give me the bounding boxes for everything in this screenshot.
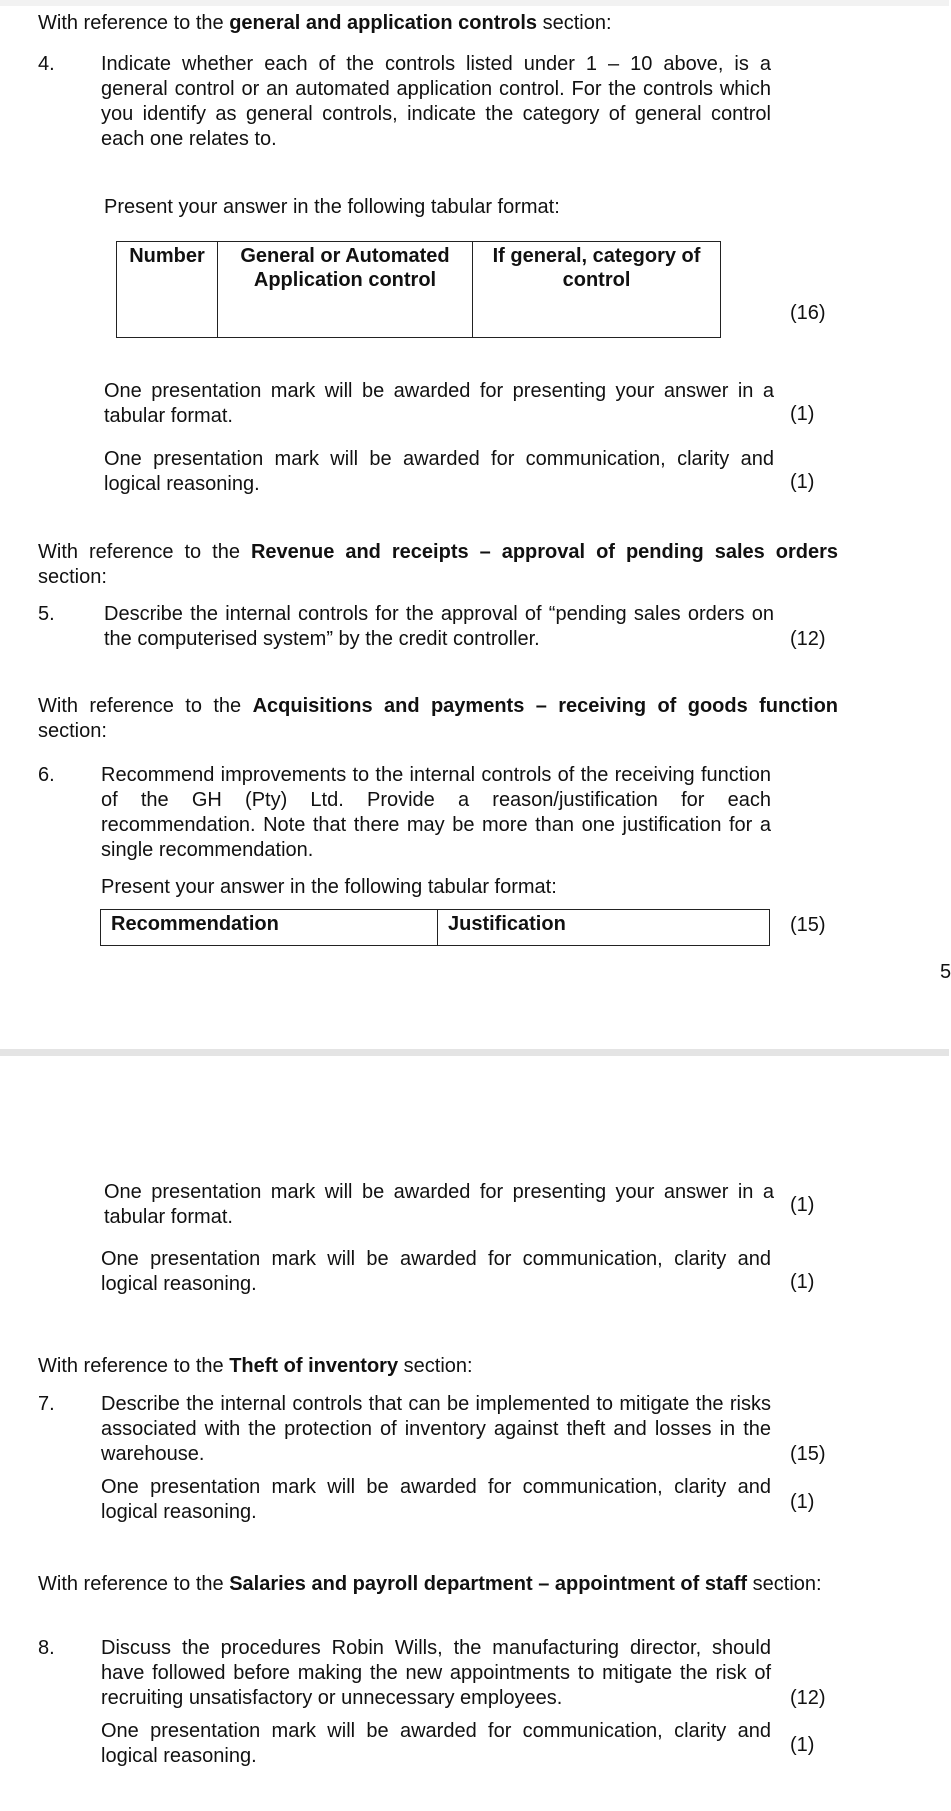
s8-intro: [38, 1572, 838, 1597]
s4-intro-pre: With reference to the: [38, 12, 230, 34]
s8-intro-post: section:: [752, 1573, 822, 1595]
s4-answer-table: [116, 241, 721, 338]
s5-question-text: Describe the internal controls for the approval of “pending sales orders on the computerised system” by the credit controller.: [104, 603, 774, 650]
s7-intro-pre: With reference to the: [38, 1355, 230, 1377]
page-break: [0, 1049, 949, 1056]
s5-intro-pre: With reference to the: [38, 541, 251, 563]
s4-question-text: Indicate whether each of the controls listed under 1 – 10 above, is a general control or an automated application control. For the controls which you identify as general controls, indicate the category of general control each one relates to.: [101, 53, 771, 150]
s6-intro-pre: With reference to the: [38, 695, 253, 717]
s6-presentation-mark-1: One presentation mark will be awarded for presenting your answer in a tabular format.: [104, 1181, 774, 1228]
s4-marks: (16): [790, 302, 826, 324]
s6-presentation-mark-2: One presentation mark will be awarded for communication, clarity and logical reasoning.: [101, 1248, 771, 1295]
s6-intro-bold: Acquisitions and payments – receiving of goods function: [252, 695, 838, 717]
table-row: [117, 242, 721, 338]
page-number: 5: [940, 961, 951, 983]
s7-intro: [38, 1354, 473, 1378]
s7-intro-post: section:: [398, 1355, 473, 1377]
s4-intro: [38, 11, 612, 35]
s7-question-text: Describe the internal controls that can be implemented to mitigate the risks associated with the protection of inventory against theft and losses in the warehouse.: [101, 1393, 771, 1465]
s8-presentation-mark-marks: (1): [790, 1734, 815, 1756]
table-header-cell: Recommendation: [101, 910, 438, 946]
s7-question-number: 7.: [38, 1393, 55, 1415]
s6-format-instruction: Present your answer in the following tabular format:: [101, 876, 557, 898]
s5-intro-post: section:: [38, 566, 107, 588]
s8-presentation-mark: One presentation mark will be awarded for communication, clarity and logical reasoning.: [101, 1720, 771, 1767]
s6-intro-post: section:: [38, 720, 107, 742]
s8-question-text: Discuss the procedures Robin Wills, the manufacturing director, should have followed before making the new appointments to mitigate the risk of recruiting unsatisfactory or unnecessary employees.: [101, 1637, 771, 1709]
table-header-cell: Number: [117, 242, 218, 338]
s5-intro-bold: Revenue and receipts – approval of pending sales orders: [250, 541, 838, 563]
s4-intro-bold: general and application controls: [229, 12, 538, 34]
s6-presentation-mark-2-marks: (1): [790, 1271, 815, 1293]
s5-marks: (12): [790, 628, 826, 650]
s6-presentation-mark-1-marks: (1): [790, 1194, 815, 1216]
s4-presentation-mark-2: One presentation mark will be awarded for communication, clarity and logical reasoning.: [104, 448, 774, 495]
s4-presentation-mark-1: One presentation mark will be awarded for presenting your answer in a tabular format.: [104, 380, 774, 427]
table-row: [101, 910, 770, 946]
s7-presentation-mark: One presentation mark will be awarded for communication, clarity and logical reasoning.: [101, 1476, 771, 1523]
s6-intro: [38, 694, 838, 744]
table-header-cell: If general, category of control: [473, 242, 721, 338]
s8-question-number: 8.: [38, 1637, 55, 1659]
s4-presentation-mark-2-marks: (1): [790, 471, 815, 493]
table-header-cell: General or Automated Application control: [218, 242, 473, 338]
s6-question-text: Recommend improvements to the internal controls of the receiving function of the GH (Pty) Ltd. Provide a reason/justification for each recommendation. Note that there may be more than one justification for a single recommendation.: [101, 764, 771, 861]
s6-marks: (15): [790, 914, 826, 936]
s4-intro-post: section:: [537, 12, 612, 34]
s7-intro-bold: Theft of inventory: [229, 1355, 399, 1377]
s4-question-number: 4.: [38, 53, 55, 75]
s6-question-number: 6.: [38, 764, 55, 786]
s7-presentation-mark-marks: (1): [790, 1491, 815, 1513]
s5-intro: [38, 540, 838, 590]
s4-presentation-mark-1-marks: (1): [790, 403, 815, 425]
s8-intro-pre: With reference to the: [38, 1573, 230, 1595]
s5-question-number: 5.: [38, 603, 55, 625]
table-header-cell: Justification: [438, 910, 770, 946]
s8-marks: (12): [790, 1687, 826, 1709]
s6-answer-table: [100, 909, 770, 946]
top-edge: [0, 0, 949, 6]
s4-format-instruction: Present your answer in the following tabular format:: [104, 196, 560, 218]
s8-intro-bold: Salaries and payroll department – appointment of staff: [229, 1573, 748, 1595]
s7-marks: (15): [790, 1443, 826, 1465]
